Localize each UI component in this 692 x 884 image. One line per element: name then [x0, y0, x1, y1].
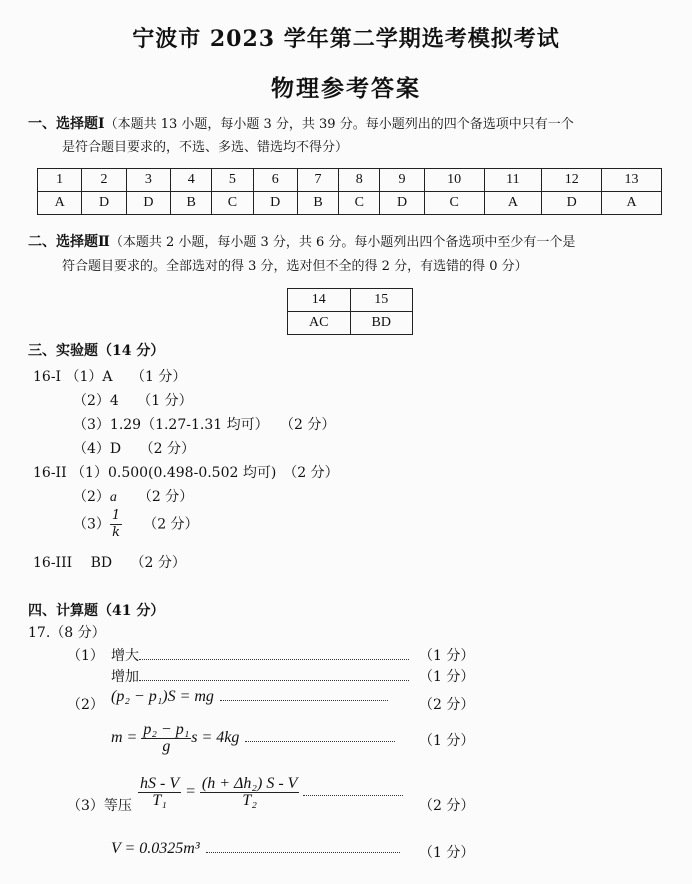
leader-dots — [303, 785, 403, 796]
table-cell-answer: A — [38, 192, 82, 215]
answer-16-3: 16-III BD （2 分） — [33, 555, 186, 571]
table-cell-number: 8 — [339, 169, 380, 192]
leader-dots — [139, 670, 409, 681]
score-17-3b: （1 分） — [419, 845, 475, 861]
equation-force-balance — [111, 688, 388, 706]
table-cell-number: 1 — [38, 169, 82, 192]
answer-16-1-1: 16-I （1）A （1 分） — [33, 369, 187, 385]
table-cell-answer: C — [424, 192, 484, 215]
leader-dots — [139, 649, 409, 660]
fraction-1-over-k: $\frac{1}{k}$ — [111, 508, 121, 540]
equation-text: (p₂ − p₁)S = mg — [111, 688, 214, 705]
score-17-3a: （2 分） — [419, 798, 475, 814]
question-17: 17.（8 分） — [28, 625, 106, 641]
answer-16-1-4: （4）D （2 分） — [73, 441, 195, 457]
table-cell-answer: A — [484, 192, 542, 215]
table-number-row — [38, 169, 662, 192]
answer-16-2-3 — [73, 508, 199, 541]
page-title: 宁波市 2023 学年第二学期选考模拟考试 — [132, 26, 560, 52]
table-cell-number: 5 — [212, 169, 253, 192]
table-answer-row — [38, 192, 662, 215]
equation-mass — [111, 722, 395, 755]
answer-text: 增加 — [111, 669, 139, 685]
answer-16-2-1: 16-II （1）0.500(0.498-0.502 均可) （2 分） — [33, 465, 339, 481]
leader-dots — [245, 731, 395, 742]
item-number: （2） — [73, 489, 110, 505]
table-number-row — [288, 289, 413, 312]
table-cell-answer: D — [542, 192, 602, 215]
table-cell-answer: BD — [350, 312, 413, 335]
item-number: （3） — [73, 516, 110, 533]
score: （2 分） — [144, 489, 194, 505]
equation-isobaric: $\frac{hS - V}{\text{T₁}}$ = $\frac{\text{(h + Δh₂) S - V}}{\text{T₂}}$ — [138, 776, 403, 809]
table-cell-number: 2 — [82, 169, 126, 192]
table-cell-number: 4 — [171, 169, 212, 192]
answer-17-1b — [111, 666, 409, 686]
table-cell-number: 10 — [424, 169, 484, 192]
fraction-left: $\frac{hS - V}{\text{T₁}}$ — [140, 775, 180, 809]
table-cell-number: 7 — [297, 169, 338, 192]
equation-rhs: s = 4kg — [191, 729, 240, 747]
section2-answer-table — [287, 288, 413, 335]
equation-volume — [111, 840, 400, 858]
equation-text: V = 0.0325m³ — [111, 840, 200, 857]
section1-note2: 是符合题目要求的，不选、多选、错选均不得分） — [62, 140, 349, 155]
score-17-1a: （1 分） — [419, 648, 475, 664]
score-17-2a: （2 分） — [419, 697, 475, 713]
equation-lhs: m = — [111, 729, 138, 747]
section1-heading: 一、选择题Ⅰ — [28, 116, 105, 132]
section3-heading: 三、实验题（14 分） — [28, 343, 165, 359]
answer-17-1a — [111, 645, 409, 665]
page-subtitle: 物理参考答案 — [271, 75, 421, 102]
table-cell-answer: D — [253, 192, 297, 215]
section1-answer-table — [37, 168, 662, 215]
answer-16-1-2: （2）4 （1 分） — [73, 393, 193, 409]
table-cell-answer: B — [297, 192, 338, 215]
table-cell-number: 6 — [253, 169, 297, 192]
table-cell-answer: A — [602, 192, 662, 215]
table-cell-number: 12 — [542, 169, 602, 192]
score-17-2b: （1 分） — [419, 733, 475, 749]
table-cell-answer: AC — [288, 312, 351, 335]
leader-dots — [206, 842, 400, 853]
table-cell-number: 15 — [350, 289, 413, 312]
fraction-pressure-over-g: $\frac{\text{p₂ − p₁}}{g}$ — [143, 721, 190, 755]
section2-note2: 符合题目要求的。全部选对的得 3 分，选对但不全的得 2 分，有选错的得 0 分） — [62, 259, 528, 274]
table-cell-answer: C — [212, 192, 253, 215]
answer-16-2-2 — [73, 486, 193, 506]
leader-dots — [220, 690, 388, 701]
section2-heading: 二、选择题Ⅱ — [28, 234, 110, 250]
part-1-label: （1） — [67, 648, 104, 664]
table-cell-answer: D — [82, 192, 126, 215]
answer-16-1-3: （3）1.29（1.27-1.31 均可） （2 分） — [73, 417, 336, 433]
section4-heading: 四、计算题（41 分） — [28, 603, 165, 619]
table-cell-answer: C — [339, 192, 380, 215]
part-2-label: （2） — [67, 697, 104, 713]
table-cell-number: 14 — [288, 289, 351, 312]
score-17-1b: （1 分） — [419, 669, 475, 685]
part-3-label: （3）等压 — [67, 798, 132, 814]
table-cell-number: 3 — [126, 169, 170, 192]
answer-text: 增大 — [111, 648, 139, 664]
table-cell-number: 11 — [484, 169, 542, 192]
section1-note1: （本题共 13 小题，每小题 3 分，共 39 分。每小题列出的四个备选项中只有一个 — [104, 117, 574, 132]
answer-a: a — [109, 490, 117, 505]
table-cell-answer: B — [171, 192, 212, 215]
table-cell-answer: D — [126, 192, 170, 215]
fraction-right: $\frac{\text{(h + Δh₂) S - V}}{\text{T₂}}$ — [201, 775, 298, 809]
table-cell-number: 13 — [602, 169, 662, 192]
score: （2 分） — [150, 516, 199, 533]
section1-line1 — [28, 113, 574, 133]
section2-line1 — [28, 231, 575, 251]
table-cell-answer: D — [380, 192, 424, 215]
section2-note1: （本题共 2 小题，每小题 3 分，共 6 分。每小题列出四个备选项中至少有一个是 — [109, 235, 576, 250]
table-answer-row — [288, 312, 413, 335]
table-cell-number: 9 — [380, 169, 424, 192]
